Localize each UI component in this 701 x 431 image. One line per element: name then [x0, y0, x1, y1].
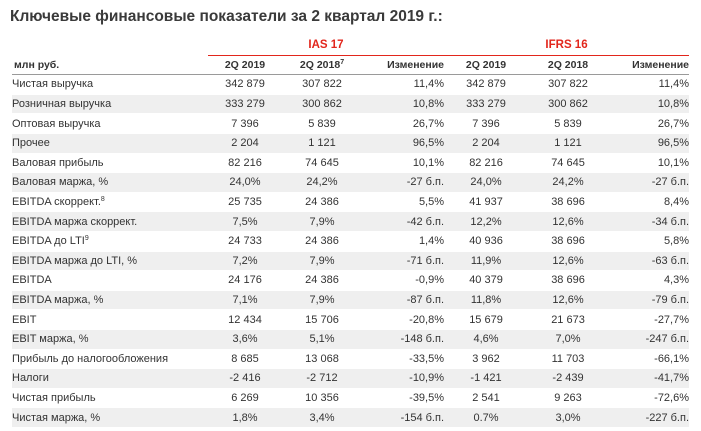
column-header-row: [12, 55, 689, 75]
table-row: [12, 369, 689, 389]
cell-ifrs-2q2018: 3,0%: [528, 408, 608, 428]
cell-ias-change: 5,5%: [362, 192, 444, 212]
row-label: Чистая выручка: [12, 75, 208, 95]
table-row: [12, 75, 689, 95]
cell-ias-2q2019: 24,0%: [208, 173, 282, 193]
cell-ias-change: -39,5%: [362, 388, 444, 408]
cell-ias-2q2018: 24,2%: [282, 173, 362, 193]
table-row: [12, 114, 689, 134]
cell-ifrs-2q2019: 11,8%: [444, 290, 528, 310]
cell-ias-2q2019: 2 204: [208, 133, 282, 153]
cell-ias-change: -10,9%: [362, 369, 444, 389]
col-ifrs-2q2019: 2Q 2019: [444, 55, 528, 75]
cell-ias-2q2018: 7,9%: [282, 212, 362, 232]
cell-ifrs-change: 11,4%: [608, 75, 689, 95]
cell-ifrs-change: -41,7%: [608, 369, 689, 389]
cell-ifrs-2q2018: 9 263: [528, 388, 608, 408]
cell-ifrs-change: -27,7%: [608, 310, 689, 330]
cell-ias-change: 10,1%: [362, 153, 444, 173]
cell-ifrs-2q2018: 24,2%: [528, 173, 608, 193]
cell-ifrs-2q2019: 2 541: [444, 388, 528, 408]
cell-ifrs-2q2019: 40 936: [444, 231, 528, 251]
financial-table: [12, 36, 689, 428]
cell-ifrs-2q2018: 38 696: [528, 231, 608, 251]
cell-ias-2q2018: 74 645: [282, 153, 362, 173]
cell-ias-2q2018: 5,1%: [282, 329, 362, 349]
cell-ifrs-2q2018: 7,0%: [528, 329, 608, 349]
cell-ifrs-2q2019: 342 879: [444, 75, 528, 95]
row-label: Налоги: [12, 369, 208, 389]
cell-ias-2q2019: 82 216: [208, 153, 282, 173]
cell-ifrs-2q2018: 38 696: [528, 271, 608, 291]
cell-ias-2q2018: -2 712: [282, 369, 362, 389]
cell-ias-2q2019: 7 396: [208, 114, 282, 134]
cell-ifrs-2q2018: 1 121: [528, 133, 608, 153]
footnote-marker: 9: [84, 235, 89, 243]
cell-ifrs-2q2019: 7 396: [444, 114, 528, 134]
cell-ias-2q2019: 8 685: [208, 349, 282, 369]
table-row: [12, 133, 689, 153]
row-label: Розничная выручка: [12, 94, 208, 114]
unit-label: млн руб.: [12, 55, 208, 75]
cell-ias-change: -87 б.п.: [362, 290, 444, 310]
cell-ifrs-change: -63 б.п.: [608, 251, 689, 271]
row-label: Оптовая выручка: [12, 114, 208, 134]
cell-ifrs-2q2018: 5 839: [528, 114, 608, 134]
cell-ias-2q2019: 6 269: [208, 388, 282, 408]
cell-ias-2q2019: 24 176: [208, 271, 282, 291]
cell-ifrs-2q2018: 307 822: [528, 75, 608, 95]
cell-ifrs-2q2019: 2 204: [444, 133, 528, 153]
col-ifrs-change: Изменение: [608, 55, 689, 75]
table-row: [12, 310, 689, 330]
cell-ias-2q2019: 7,1%: [208, 290, 282, 310]
row-label: Чистая маржа, %: [12, 408, 208, 428]
cell-ias-change: 1,4%: [362, 231, 444, 251]
cell-ias-2q2018: 7,9%: [282, 251, 362, 271]
table-row: [12, 251, 689, 271]
cell-ifrs-2q2018: 74 645: [528, 153, 608, 173]
group-ias17: IAS 17: [208, 36, 444, 55]
row-label: Прибыль до налогообложения: [12, 349, 208, 369]
row-label: EBITDA маржа скоррект.: [12, 212, 208, 232]
cell-ifrs-change: 8,4%: [608, 192, 689, 212]
cell-ifrs-2q2018: 12,6%: [528, 212, 608, 232]
cell-ifrs-change: -227 б.п.: [608, 408, 689, 428]
cell-ifrs-change: 10,8%: [608, 94, 689, 114]
footnote-7: 7: [340, 58, 345, 66]
group-ifrs16: IFRS 16: [444, 36, 689, 55]
cell-ifrs-2q2019: 0.7%: [444, 408, 528, 428]
table-row: [12, 408, 689, 428]
cell-ias-2q2019: 7,2%: [208, 251, 282, 271]
cell-ifrs-2q2019: 333 279: [444, 94, 528, 114]
table-row: [12, 173, 689, 193]
cell-ifrs-2q2019: 41 937: [444, 192, 528, 212]
cell-ifrs-change: 10,1%: [608, 153, 689, 173]
cell-ias-change: -0,9%: [362, 271, 444, 291]
cell-ias-2q2018: 3,4%: [282, 408, 362, 428]
cell-ias-change: -42 б.п.: [362, 212, 444, 232]
cell-ias-change: -27 б.п.: [362, 173, 444, 193]
cell-ias-2q2019: 12 434: [208, 310, 282, 330]
cell-ifrs-2q2019: 15 679: [444, 310, 528, 330]
cell-ias-2q2019: 24 733: [208, 231, 282, 251]
cell-ias-change: -71 б.п.: [362, 251, 444, 271]
cell-ias-2q2018: 7,9%: [282, 290, 362, 310]
cell-ias-2q2019: -2 416: [208, 369, 282, 389]
cell-ias-2q2019: 333 279: [208, 94, 282, 114]
cell-ifrs-change: -27 б.п.: [608, 173, 689, 193]
cell-ifrs-change: 26,7%: [608, 114, 689, 134]
cell-ias-2q2018: 24 386: [282, 231, 362, 251]
cell-ifrs-2q2019: 11,9%: [444, 251, 528, 271]
cell-ias-change: -154 б.п.: [362, 408, 444, 428]
table-row: [12, 153, 689, 173]
cell-ias-change: -20,8%: [362, 310, 444, 330]
cell-ifrs-2q2019: 3 962: [444, 349, 528, 369]
cell-ias-change: 26,7%: [362, 114, 444, 134]
cell-ias-2q2019: 7,5%: [208, 212, 282, 232]
cell-ifrs-change: -34 б.п.: [608, 212, 689, 232]
cell-ifrs-2q2018: 12,6%: [528, 251, 608, 271]
cell-ias-2q2018: 300 862: [282, 94, 362, 114]
cell-ifrs-2q2018: 12,6%: [528, 290, 608, 310]
cell-ifrs-2q2018: -2 439: [528, 369, 608, 389]
cell-ifrs-2q2018: 21 673: [528, 310, 608, 330]
row-label: EBITDA скоррект.$^8$: [12, 192, 208, 212]
row-label: Валовая маржа, %: [12, 173, 208, 193]
table-row: [12, 329, 689, 349]
col-ifrs-2q2018: 2Q 2018: [528, 55, 608, 75]
cell-ias-2q2019: 342 879: [208, 75, 282, 95]
table-row: [12, 192, 689, 212]
row-label: EBITDA маржа до LTI, %: [12, 251, 208, 271]
cell-ias-change: 11,4%: [362, 75, 444, 95]
cell-ias-2q2019: 25 735: [208, 192, 282, 212]
cell-ias-2q2018: 307 822: [282, 75, 362, 95]
footnote-marker: 8: [100, 196, 105, 204]
cell-ias-change: -148 б.п.: [362, 329, 444, 349]
cell-ifrs-2q2019: 82 216: [444, 153, 528, 173]
row-label: EBITDA: [12, 271, 208, 291]
cell-ifrs-change: -66,1%: [608, 349, 689, 369]
table-row: [12, 94, 689, 114]
cell-ifrs-2q2018: 11 703: [528, 349, 608, 369]
cell-ias-change: -33,5%: [362, 349, 444, 369]
cell-ifrs-2q2018: 38 696: [528, 192, 608, 212]
table-row: [12, 212, 689, 232]
cell-ias-2q2019: 3,6%: [208, 329, 282, 349]
cell-ias-2q2018: 15 706: [282, 310, 362, 330]
cell-ifrs-change: -79 б.п.: [608, 290, 689, 310]
cell-ias-change: 96,5%: [362, 133, 444, 153]
cell-ifrs-2q2019: 40 379: [444, 271, 528, 291]
cell-ias-2q2018: 13 068: [282, 349, 362, 369]
table-row: [12, 231, 689, 251]
row-label: Валовая прибыль: [12, 153, 208, 173]
cell-ifrs-change: 5,8%: [608, 231, 689, 251]
cell-ifrs-2q2019: 12,2%: [444, 212, 528, 232]
table-row: [12, 290, 689, 310]
group-header-row: [12, 36, 689, 55]
cell-ifrs-change: -72,6%: [608, 388, 689, 408]
col-ias-2q2018: 2Q 2018$^7$: [282, 55, 362, 75]
page-title: Ключевые финансовые показатели за 2 квартал 2019 г.:: [10, 8, 443, 25]
row-label: EBIT маржа, %: [12, 329, 208, 349]
table-row: [12, 349, 689, 369]
cell-ias-2q2018: 1 121: [282, 133, 362, 153]
cell-ifrs-change: -247 б.п.: [608, 329, 689, 349]
table-row: [12, 271, 689, 291]
table-row: [12, 388, 689, 408]
row-label: Чистая прибыль: [12, 388, 208, 408]
row-label: Прочее: [12, 133, 208, 153]
cell-ias-change: 10,8%: [362, 94, 444, 114]
cell-ias-2q2019: 1,8%: [208, 408, 282, 428]
cell-ias-2q2018: 10 356: [282, 388, 362, 408]
col-ias-2q2019: 2Q 2019: [208, 55, 282, 75]
cell-ias-2q2018: 5 839: [282, 114, 362, 134]
cell-ifrs-change: 96,5%: [608, 133, 689, 153]
cell-ifrs-change: 4,3%: [608, 271, 689, 291]
cell-ifrs-2q2019: -1 421: [444, 369, 528, 389]
col-ias-change: Изменение: [362, 55, 444, 75]
row-label: EBIT: [12, 310, 208, 330]
cell-ifrs-2q2019: 24,0%: [444, 173, 528, 193]
cell-ias-2q2018: 24 386: [282, 192, 362, 212]
cell-ias-2q2018: 24 386: [282, 271, 362, 291]
cell-ifrs-2q2019: 4,6%: [444, 329, 528, 349]
row-label: EBITDA маржа, %: [12, 290, 208, 310]
cell-ifrs-2q2018: 300 862: [528, 94, 608, 114]
row-label: EBITDA до LTI$^9$: [12, 231, 208, 251]
